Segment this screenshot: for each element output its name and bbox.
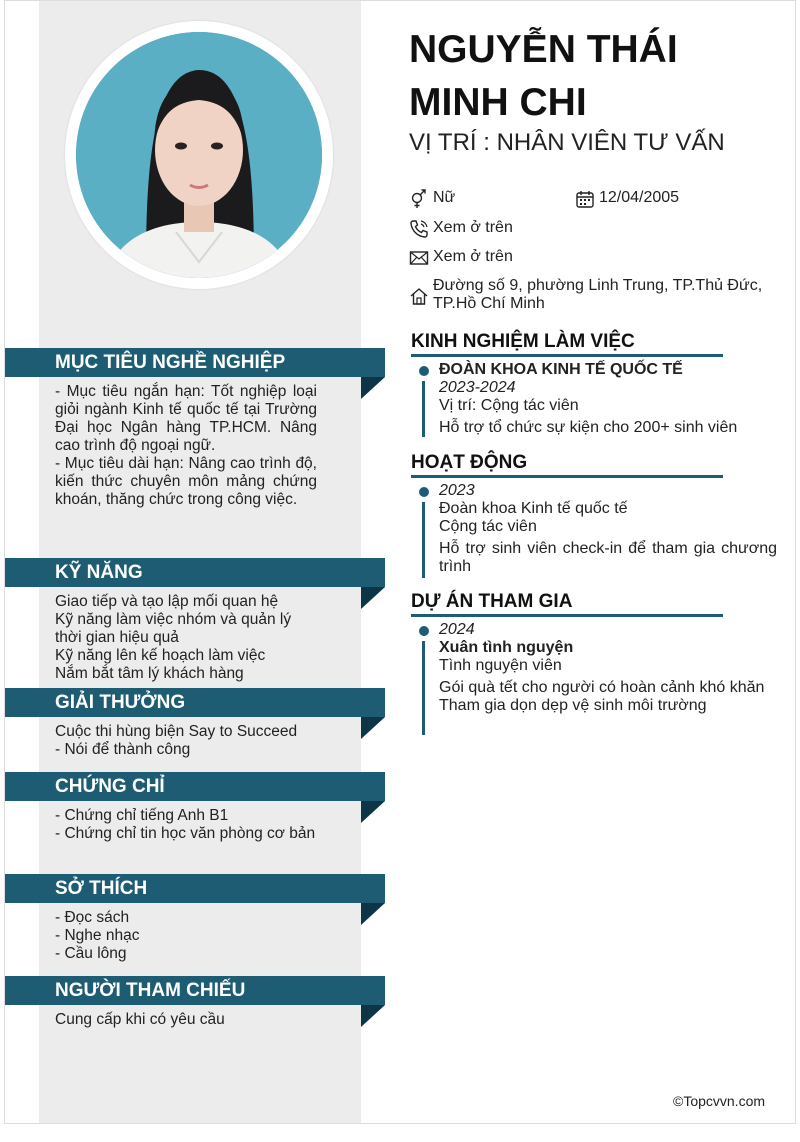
- project-desc: Gói quà tết cho người có hoàn cảnh khó khăn: [439, 679, 765, 696]
- candidate-name: NGUYỄN THÁI MINH CHI: [409, 28, 678, 124]
- address-value: Đường số 9, phường Linh Trung, TP.Thủ Đức, TP.Hồ Chí Minh: [433, 277, 763, 312]
- section-awards-heading: GIẢI THƯỞNG: [5, 688, 385, 717]
- award-item: Cuộc thi hùng biện Say to Succeed: [55, 723, 298, 740]
- experience-org: ĐOÀN KHOA KINH TẾ QUỐC TẾ: [439, 361, 683, 378]
- hobby-item: - Đọc sách: [55, 909, 130, 926]
- address-row: [409, 277, 779, 313]
- email-row: [409, 248, 513, 268]
- timeline-bar: [422, 381, 425, 437]
- dob-value: 12/04/2005: [599, 189, 680, 206]
- copyright-footer: ©Topcvvn.com: [673, 1093, 766, 1109]
- section-certificates-heading: CHỨNG CHỈ: [5, 772, 385, 801]
- objective-long: - Mục tiêu dài hạn: Nâng cao trình độ, kiến thức chuyên môn mảng chứng khoán, thăng chức trong công việc.: [55, 455, 317, 508]
- hobby-item: - Cầu lông: [55, 945, 127, 962]
- ribbon-fold: [361, 717, 385, 739]
- project-name: Xuân tình nguyện: [439, 639, 574, 656]
- calendar-icon: [575, 189, 595, 209]
- section-skills-heading: KỸ NĂNG: [5, 558, 385, 587]
- project-role: Tình nguyện viên: [439, 657, 562, 674]
- person-illustration: [76, 32, 322, 278]
- ribbon-fold: [361, 1005, 385, 1027]
- ribbon-fold: [361, 801, 385, 823]
- section-references-heading: NGƯỜI THAM CHIẾU: [5, 976, 385, 1005]
- skill-item: Kỹ năng làm việc nhóm và quản lý thời gian hiệu quả: [55, 611, 292, 646]
- timeline-dot: [419, 366, 429, 376]
- experience-entry: [417, 361, 777, 437]
- certificate-item: - Chứng chỉ tin học văn phòng cơ bản: [55, 825, 316, 842]
- certificates-body: [55, 807, 317, 843]
- position-title: VỊ TRÍ : NHÂN VIÊN TƯ VẤN: [409, 129, 725, 156]
- certificate-item: - Chứng chỉ tiếng Anh B1: [55, 807, 229, 824]
- hobby-item: - Nghe nhạc: [55, 927, 140, 944]
- activity-time: 2023: [439, 482, 475, 499]
- gender-icon: [409, 189, 429, 209]
- avatar: [65, 21, 333, 289]
- skill-item: Giao tiếp và tạo lập mối quan hệ: [55, 593, 279, 610]
- objective-body: [55, 383, 317, 509]
- gender-row: [409, 189, 455, 209]
- section-experience-heading: KINH NGHIỆM LÀM VIỆC: [411, 331, 723, 357]
- gender-value: Nữ: [433, 189, 456, 206]
- phone-value: Xem ở trên: [433, 219, 513, 236]
- envelope-icon: [409, 248, 429, 268]
- activity-role: Cộng tác viên: [439, 518, 537, 535]
- skill-item: Kỹ năng lên kế hoạch làm việc: [55, 647, 266, 664]
- activity-desc: Hỗ trợ sinh viên check-in để tham gia chương trình: [439, 540, 777, 575]
- activity-entry: [417, 482, 777, 576]
- ribbon-fold: [361, 903, 385, 925]
- objective-short: - Mục tiêu ngắn hạn: Tốt nghiệp loại giỏi ngành Kinh tế quốc tế tại Trường Đại học Ngân hàng TP.HCM. Nâng cao trình độ ngoại ngữ.: [55, 383, 317, 454]
- section-hobbies-heading: SỞ THÍCH: [5, 874, 385, 903]
- project-entry: [417, 621, 777, 715]
- experience-desc: Hỗ trợ tổ chức sự kiện cho 200+ sinh viên: [439, 419, 738, 436]
- awards-body: [55, 723, 317, 759]
- timeline-bar: [422, 641, 425, 735]
- award-item: - Nói để thành công: [55, 741, 191, 758]
- project-desc: Tham gia dọn dẹp vệ sinh môi trường: [439, 697, 707, 714]
- references-body: [55, 1011, 317, 1029]
- phone-icon: [409, 219, 429, 239]
- timeline-dot: [419, 487, 429, 497]
- experience-time: 2023-2024: [439, 379, 516, 396]
- cv-page: [4, 0, 796, 1124]
- phone-row: [409, 219, 513, 239]
- project-time: 2024: [439, 621, 475, 638]
- home-icon: [409, 286, 429, 306]
- ribbon-fold: [361, 587, 385, 609]
- email-value: Xem ở trên: [433, 248, 513, 265]
- profile-photo: [76, 32, 322, 278]
- dob-row: [575, 189, 679, 209]
- ribbon-fold: [361, 377, 385, 399]
- section-objective-heading: MỤC TIÊU NGHỀ NGHIỆP: [5, 348, 385, 377]
- timeline-bar: [422, 502, 425, 578]
- skills-body: [55, 593, 317, 683]
- activity-org: Đoàn khoa Kinh tế quốc tế: [439, 500, 628, 517]
- hobbies-body: [55, 909, 317, 963]
- section-activities-heading: HOẠT ĐỘNG: [411, 452, 723, 478]
- experience-role: Vị trí: Cộng tác viên: [439, 397, 579, 414]
- timeline-dot: [419, 626, 429, 636]
- section-projects-heading: DỰ ÁN THAM GIA: [411, 591, 723, 617]
- reference-item: Cung cấp khi có yêu cầu: [55, 1011, 225, 1028]
- skill-item: Nắm bắt tâm lý khách hàng: [55, 665, 244, 682]
